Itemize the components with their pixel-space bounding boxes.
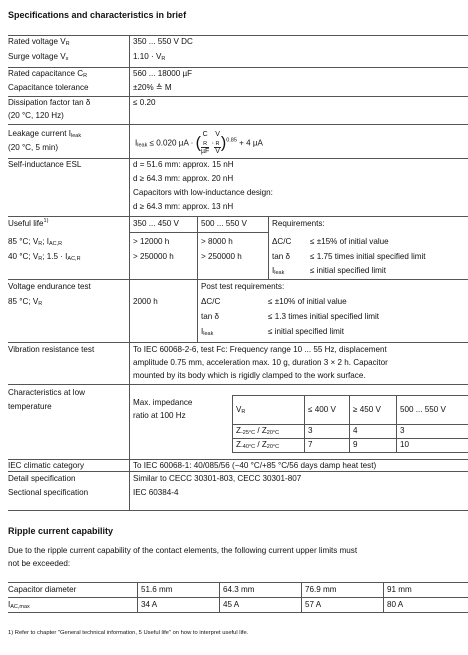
- impedance-cell: 3: [308, 426, 313, 435]
- table-rule: [8, 158, 468, 159]
- ripple-head-label: Capacitor diameter: [8, 585, 77, 594]
- ripple-table-divider: [137, 582, 138, 612]
- useful-life-condition-2: 40 °C; $V_R$; $1.5 \cdot I_{AC,R}$: [8, 252, 81, 262]
- ripple-table-divider: [219, 582, 220, 612]
- table-rule: [8, 124, 468, 125]
- esl-line: d ≥ 64.3 mm: approx. 20 nH: [133, 174, 234, 183]
- rated-capacitance-value: 560 ... 18000 µF: [133, 69, 193, 78]
- ripple-table-rule: [8, 597, 468, 598]
- requirement-value: ≤ 1.75 times initial specified limit: [310, 252, 426, 261]
- esl-line: Capacitors with low-inductance design:: [133, 188, 273, 197]
- ripple-current: 45 A: [223, 600, 240, 609]
- ripple-table-divider: [301, 582, 302, 612]
- requirement-value: ≤ 1.3 times initial specified limit: [268, 312, 380, 321]
- endurance-condition: 85 °C; $V_R$: [8, 297, 43, 307]
- dissipation-condition: (20 °C, 120 Hz): [8, 111, 64, 120]
- impedance-table-divider: [349, 395, 350, 452]
- ripple-table-rule: [8, 582, 468, 583]
- impedance-table-divider: [232, 395, 233, 452]
- table-rule: [8, 510, 468, 511]
- ripple-current: 34 A: [141, 600, 158, 609]
- leakage-formula: $I_{leak} \le 0.020$ µA · ( C $_R$ µF · V $_R$ V )$^{0.85}$ + 4 µA: [135, 131, 263, 155]
- useful-life-cell: > 8000 h: [201, 237, 233, 246]
- endurance-label: Voltage endurance test: [8, 282, 91, 291]
- ripple-diameter: 64.3 mm: [223, 585, 255, 594]
- ripple-title: Ripple current capability: [8, 526, 114, 536]
- vibration-line: To IEC 60068-2-6, test Fc: Frequency range 10 ... 55 Hz, displacement: [133, 345, 387, 354]
- low-temp-label-2: temperature: [8, 402, 52, 411]
- ripple-diameter: 76.9 mm: [305, 585, 337, 594]
- ripple-current: 80 A: [387, 600, 404, 609]
- requirement-key: $I_{leak}$: [201, 327, 214, 337]
- iec-label: IEC climatic category: [8, 461, 85, 470]
- impedance-label-2: ratio at 100 Hz: [133, 411, 186, 420]
- impedance-cell: 3: [400, 426, 405, 435]
- ripple-diameter: 91 mm: [387, 585, 412, 594]
- impedance-ratio-label: $Z_{-25^\circ C} / Z_{20^\circ C}$: [236, 426, 280, 436]
- vibration-line: amplitude 0.75 mm, acceleration max. 10 g, duration 3 × 2 h. Capacitor: [133, 358, 388, 367]
- ripple-diameter: 51.6 mm: [141, 585, 173, 594]
- impedance-table-rule: [232, 438, 468, 439]
- requirement-key: ΔC/C: [201, 297, 221, 306]
- esl-label: Self-inductance ESL: [8, 160, 82, 169]
- table-rule: [8, 96, 468, 97]
- requirement-value: ≤ initial specified limit: [268, 327, 344, 336]
- impedance-head-vr: $V_R$: [236, 405, 246, 415]
- useful-life-cell: > 12000 h: [133, 237, 170, 246]
- vibration-label: Vibration resistance test: [8, 345, 95, 354]
- impedance-table-divider: [304, 395, 305, 452]
- useful-life-cell: > 250000 h: [133, 252, 174, 261]
- esl-line: d ≥ 64.3 mm: approx. 13 nH: [133, 202, 234, 211]
- impedance-head: 500 ... 550 V: [400, 405, 446, 414]
- endurance-divider: [197, 279, 198, 342]
- impedance-head: ≤ 400 V: [308, 405, 336, 414]
- useful-life-divider: [268, 216, 269, 279]
- requirement-key: tan δ: [201, 312, 220, 321]
- vibration-line: mounted by its body which is rigidly clamped to the work surface.: [133, 371, 366, 380]
- useful-life-divider: [197, 216, 198, 279]
- useful-life-subrule: [129, 232, 268, 233]
- surge-voltage-label: Surge voltage $V_s$: [8, 52, 69, 62]
- dissipation-label: Dissipation factor tan δ: [8, 98, 91, 107]
- surge-voltage-value: $1.10 \cdot V_R$: [133, 52, 166, 62]
- impedance-table-rule: [232, 395, 468, 396]
- impedance-table-rule: [232, 424, 468, 425]
- sectional-spec-label: Sectional specification: [8, 488, 89, 497]
- table-rule: [8, 216, 468, 217]
- impedance-ratio-label: $Z_{-40^\circ C} / Z_{20^\circ C}$: [236, 440, 280, 450]
- useful-life-label: Useful life$^{1)}$: [8, 218, 49, 228]
- table-rule: [8, 67, 468, 68]
- rated-capacitance-label: Rated capacitance $C_R$: [8, 69, 88, 79]
- iec-value: To IEC 60068-1: 40/085/56 (−40 °C/+85 °C/56 days damp heat test): [133, 461, 377, 470]
- requirement-value: ≤ ±15% of initial value: [310, 237, 389, 246]
- impedance-table-divider: [396, 395, 397, 452]
- esl-line: d = 51.6 mm: approx. 15 nH: [133, 160, 234, 169]
- detail-spec-label: Detail specification: [8, 474, 76, 483]
- ripple-table-divider: [383, 582, 384, 612]
- dissipation-value: ≤ 0.20: [133, 98, 156, 107]
- requirement-key: tan δ: [272, 252, 291, 261]
- ripple-current: 57 A: [305, 600, 322, 609]
- useful-life-condition-1: 85 °C; $V_R$; $I_{AC,R}$: [8, 237, 63, 247]
- impedance-cell: 10: [400, 440, 410, 449]
- footnote: 1) Refer to chapter "General technical information, 5 Useful life" on how to interpret useful life.: [8, 630, 249, 636]
- requirement-value: ≤ ±10% of initial value: [268, 297, 347, 306]
- table-rule: [8, 35, 468, 36]
- ripple-table-rule: [8, 612, 468, 613]
- endurance-hours: 2000 h: [133, 297, 158, 306]
- impedance-table-rule: [232, 452, 468, 453]
- useful-life-requirements-head: Requirements:: [272, 219, 325, 228]
- impedance-head: ≥ 450 V: [353, 405, 381, 414]
- useful-life-col2-head: 500 ... 550 V: [201, 219, 247, 228]
- table-rule: [8, 459, 468, 460]
- requirement-value: ≤ initial specified limit: [310, 266, 386, 275]
- leakage-condition: (20 °C, 5 min): [8, 143, 59, 152]
- useful-life-cell: > 250000 h: [201, 252, 242, 261]
- rated-voltage-value: 350 ... 550 V DC: [133, 37, 193, 46]
- leakage-label: Leakage current $I_{leak}$: [8, 129, 82, 139]
- section-title: Specifications and characteristics in brief: [8, 10, 187, 20]
- table-rule: [8, 342, 468, 343]
- ripple-text: Due to the ripple current capability of the contact elements, the following current upper limits must: [8, 546, 358, 555]
- low-temp-label: Characteristics at low: [8, 388, 85, 397]
- impedance-cell: 9: [353, 440, 358, 449]
- capacitance-tolerance-value: ±20% ≙ M: [133, 83, 172, 92]
- table-divider: [129, 35, 130, 510]
- table-rule: [8, 279, 468, 280]
- table-rule: [8, 384, 468, 385]
- impedance-cell: 4: [353, 426, 358, 435]
- rated-voltage-label: Rated voltage $V_R$: [8, 37, 70, 47]
- endurance-post-head: Post test requirements:: [201, 282, 285, 291]
- ripple-row-label: $I_{AC,max}$: [8, 600, 30, 610]
- ripple-text-2: not be exceeded:: [8, 559, 71, 568]
- capacitance-tolerance-label: Capacitance tolerance: [8, 83, 89, 92]
- impedance-cell: 7: [308, 440, 313, 449]
- sectional-spec-value: IEC 60384-4: [133, 488, 179, 497]
- requirement-key: $I_{leak}$: [272, 266, 285, 276]
- useful-life-col1-head: 350 ... 450 V: [133, 219, 179, 228]
- detail-spec-value: Similar to CECC 30301-803, CECC 30301-807: [133, 474, 302, 483]
- impedance-label: Max. impedance: [133, 398, 193, 407]
- requirement-key: ΔC/C: [272, 237, 292, 246]
